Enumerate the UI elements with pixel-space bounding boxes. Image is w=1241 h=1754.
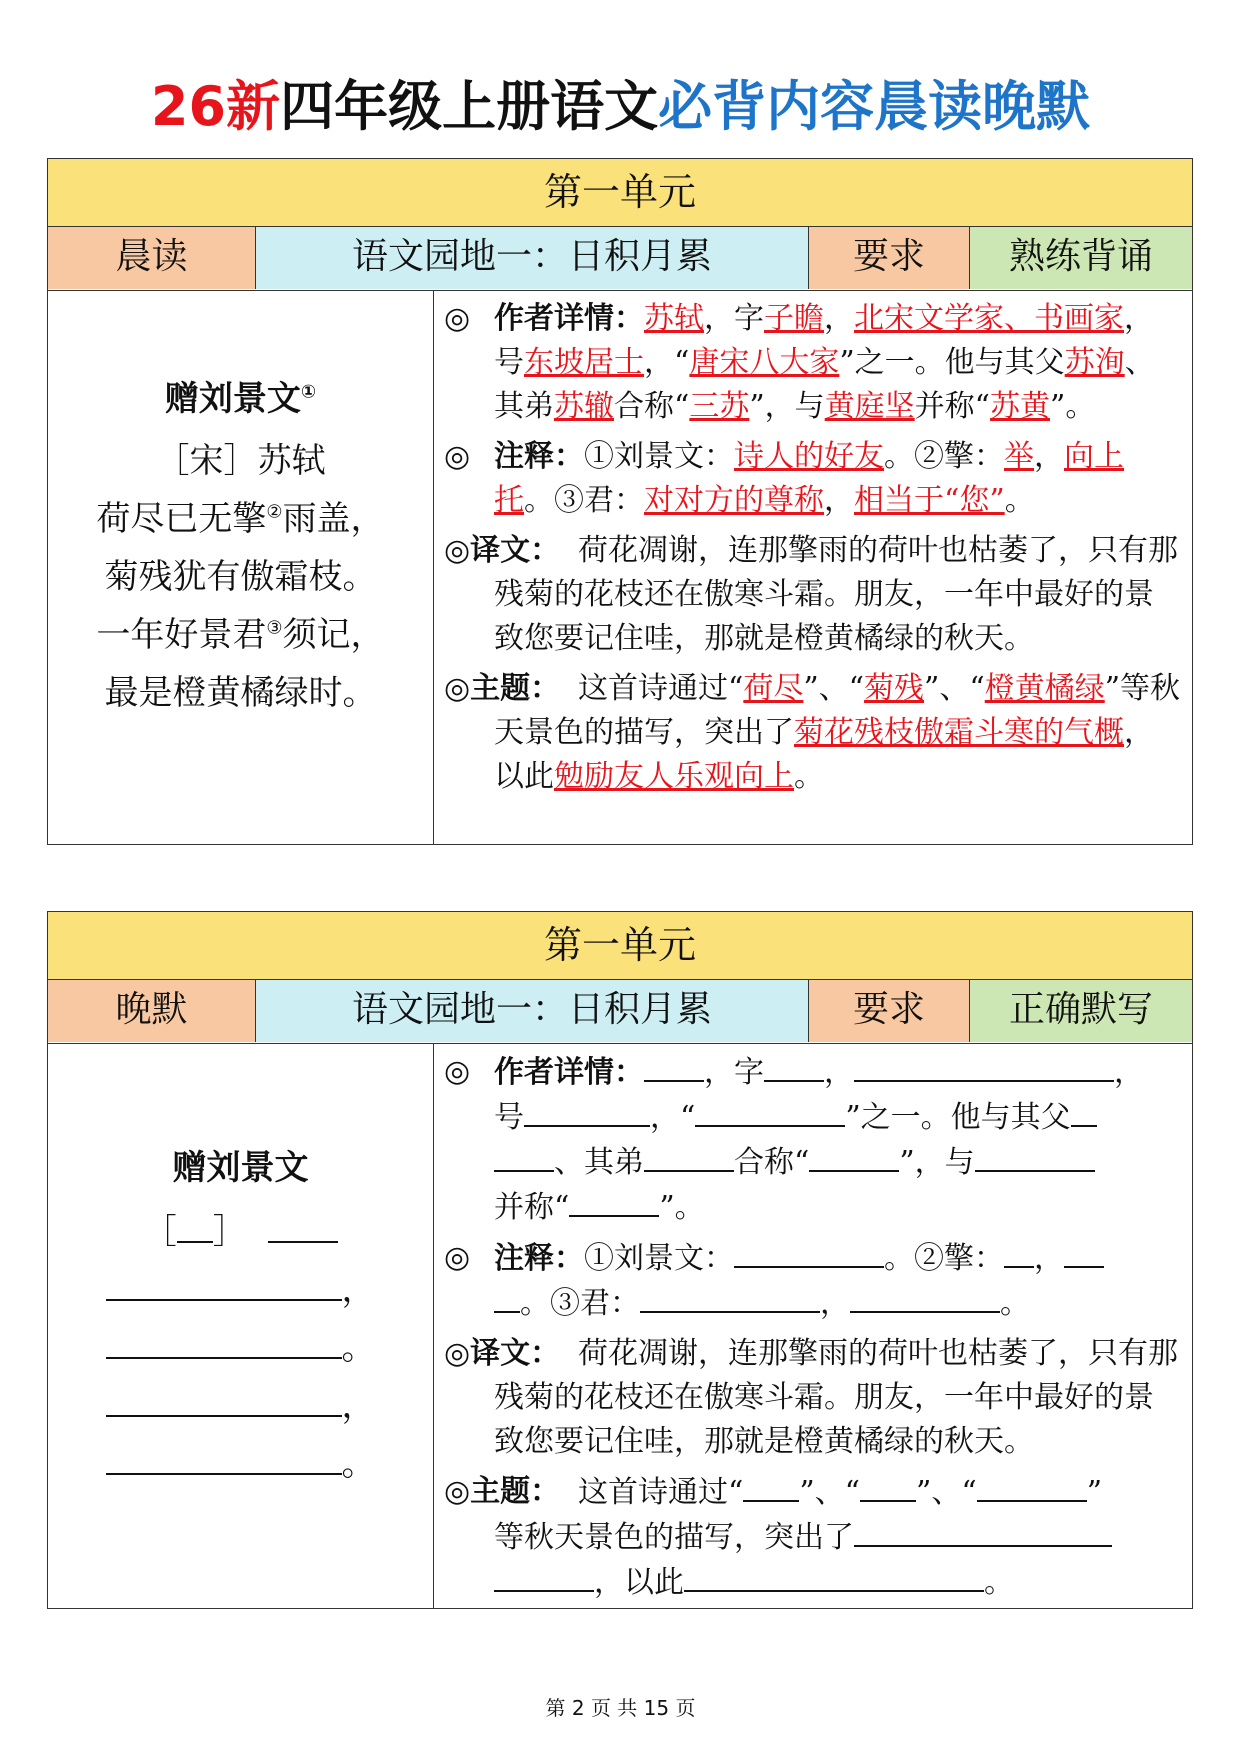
title-book: 四年级上册语文 <box>280 75 659 138</box>
blank[interactable] <box>695 1095 845 1127</box>
poem-line-3: 一年好景君③须记， <box>96 615 385 655</box>
poem-title: 赠刘景文 <box>172 1148 309 1188</box>
blank[interactable] <box>684 1560 984 1592</box>
blank[interactable] <box>569 1185 659 1217</box>
blank[interactable] <box>975 1140 1095 1172</box>
poem-line-4-blank: 。 <box>48 1436 433 1485</box>
topic-label: 语文园地一：日积月累 <box>256 980 809 1042</box>
poem-line-4: 最是橙黄橘绿时。 <box>104 673 377 713</box>
notes-panel <box>434 291 1192 844</box>
poem-title: 赠刘景文① <box>164 379 317 419</box>
requirement-value: 熟练背诵 <box>970 227 1192 289</box>
mode-label: 晚默 <box>48 980 256 1042</box>
blank[interactable] <box>494 1281 520 1313</box>
morning-reading-card <box>47 158 1193 845</box>
unit-header: 第一单元 <box>48 912 1192 980</box>
blank[interactable] <box>494 1560 594 1592</box>
line-blank[interactable] <box>106 1269 342 1301</box>
translation: ◎译文： 荷花凋谢，连那擎雨的荷叶也枯萎了，只有那残菊的花枝还在傲寒斗霜。朋友，一年中最好的景致您要记住哇，那就是橙黄橘绿的秋天。 <box>444 533 1178 656</box>
mode-label: 晨读 <box>48 227 256 289</box>
blank[interactable] <box>734 1236 884 1268</box>
blank[interactable] <box>764 1050 824 1082</box>
notes-blank-panel <box>434 1044 1192 1608</box>
poem-blank-panel <box>48 1044 434 1608</box>
blank[interactable] <box>524 1095 650 1127</box>
unit-header: 第一单元 <box>48 159 1192 227</box>
poem-line-2: 菊残犹有傲霜枝。 <box>104 557 377 597</box>
dynasty-blank[interactable] <box>177 1211 213 1243</box>
blank[interactable] <box>977 1470 1087 1502</box>
header-row <box>48 227 1192 291</box>
title-grade-prefix: 26新 <box>150 75 281 138</box>
blank[interactable] <box>850 1281 1000 1313</box>
blank[interactable] <box>644 1140 734 1172</box>
blank[interactable] <box>854 1050 1114 1082</box>
requirement-value: 正确默写 <box>970 980 1192 1042</box>
annotations: ◎ 注释：①刘景文：诗人的好友。②擎：举，向上托。③君：对对方的尊称，相当于“您”。 <box>444 439 1124 518</box>
line-blank[interactable] <box>106 1327 342 1359</box>
author-blank[interactable] <box>268 1211 338 1243</box>
blank[interactable] <box>1071 1095 1097 1127</box>
translation: ◎译文： 荷花凋谢，连那擎雨的荷叶也枯萎了，只有那残菊的花枝还在傲寒斗霜。朋友，一年中最好的景致您要记住哇，那就是橙黄橘绿的秋天。 <box>444 1336 1178 1459</box>
poem-author-blank: ［ ］ <box>48 1204 433 1253</box>
poem-line-1: 荷尽已无擎②雨盖， <box>96 499 385 539</box>
poem-line-2-blank: 。 <box>48 1320 433 1369</box>
poem-line-3-blank: ， <box>48 1378 433 1427</box>
annotations: ◎ 注释：①刘景文： 。②擎： ， 。③君： ， 。 <box>444 1236 1182 1326</box>
author-info: ◎ 作者详情： ，字 ， ， 号 ，“ ”之一。他与其父 、其弟 合称“ ”，与 并称“ ”。 <box>444 1050 1182 1230</box>
title-subject: 必背内容晨读晚默 <box>658 75 1091 138</box>
theme: ◎主题： 这首诗通过“ ”、“ ”、“ ” 等秋天景色的描写，突出了 ，以此 。 <box>444 1470 1182 1605</box>
blank[interactable] <box>644 1050 704 1082</box>
line-blank[interactable] <box>106 1385 342 1417</box>
blank[interactable] <box>860 1470 916 1502</box>
theme: ◎主题： 这首诗通过“荷尽”、“菊残”、“橙黄橘绿”等秋天景色的描写，突出了菊花残枝傲霜斗寒的气概，以此勉励友人乐观向上。 <box>444 671 1181 794</box>
poem-panel <box>48 291 434 844</box>
topic-label: 语文园地一：日积月累 <box>256 227 809 289</box>
evening-dictation-card <box>47 911 1193 1609</box>
poem-author: ［宋］苏轼 <box>155 441 326 481</box>
blank[interactable] <box>743 1470 799 1502</box>
page-title <box>0 72 1241 142</box>
header-row <box>48 980 1192 1044</box>
author-info: ◎ 作者详情：苏轼，字子瞻，北宋文学家、书画家，号东坡居士，“唐宋八大家”之一。他与其父苏洵、其弟苏辙合称“三苏”，与黄庭坚并称“苏黄”。 <box>444 301 1155 424</box>
page-footer: 第 2 页 共 15 页 <box>545 1696 696 1720</box>
requirement-label: 要求 <box>809 980 970 1042</box>
requirement-label: 要求 <box>809 227 970 289</box>
poem-line-1-blank: ， <box>48 1262 433 1311</box>
blank[interactable] <box>809 1140 899 1172</box>
blank[interactable] <box>854 1515 1112 1547</box>
blank[interactable] <box>494 1140 554 1172</box>
line-blank[interactable] <box>106 1443 342 1475</box>
blank[interactable] <box>640 1281 820 1313</box>
blank[interactable] <box>1064 1236 1104 1268</box>
blank[interactable] <box>1004 1236 1034 1268</box>
